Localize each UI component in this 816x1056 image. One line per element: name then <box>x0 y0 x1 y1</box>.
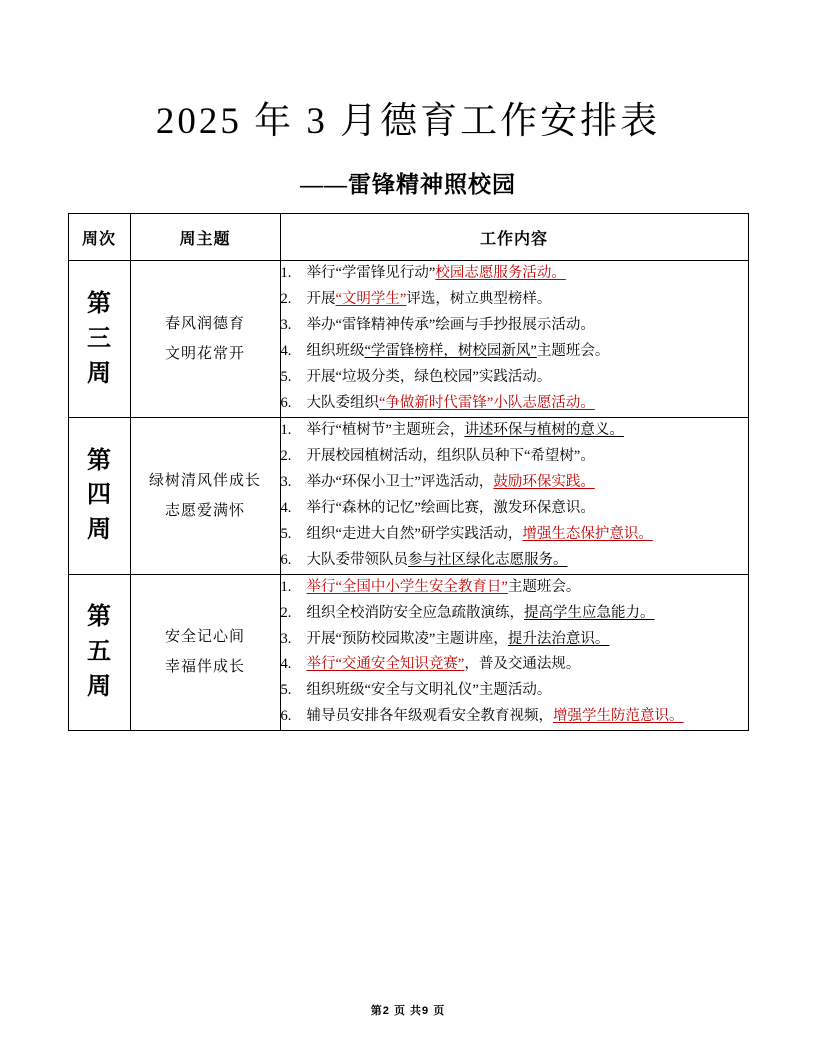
text-segment: 举行“森林的记忆”绘画比赛，激发环保意识。 <box>306 499 595 516</box>
list-item <box>281 287 748 312</box>
list-item <box>281 261 748 286</box>
text-segment: 辅导员安排各年级观看安全教育视频， <box>306 708 553 725</box>
text-segment: 鼓励环保实践。 <box>493 473 595 490</box>
column-header-week: 周次 <box>68 214 130 261</box>
table-row <box>68 261 748 418</box>
list-item <box>281 444 748 469</box>
list-item-number: 5. <box>280 525 292 542</box>
text-segment: “争做新时代雷锋”小队志愿活动。 <box>379 395 595 412</box>
week-theme: 绿树清风伴成长 志愿爱满怀 <box>130 418 280 575</box>
text-segment: 大队委组织 <box>306 395 379 412</box>
list-item <box>281 339 748 364</box>
list-item <box>281 522 748 547</box>
column-header-theme: 周主题 <box>130 214 280 261</box>
text-segment: 增强生态保护意识。 <box>522 525 653 542</box>
text-segment: 组织“走进大自然”研学实践活动， <box>306 525 523 542</box>
work-content <box>280 418 748 575</box>
list-item-number: 6. <box>280 708 292 725</box>
text-segment: 举行“交通安全知识竞赛” <box>306 656 465 673</box>
text-segment: 评选，树立典型榜样。 <box>406 291 552 308</box>
table-header-row <box>68 214 748 261</box>
list-item <box>281 575 748 600</box>
text-segment: 举行“植树节”主题班会， <box>306 422 465 439</box>
list-item-number: 3. <box>280 473 292 490</box>
text-segment: 组织班级 <box>306 343 365 360</box>
table-row <box>68 574 748 731</box>
list-item <box>281 470 748 495</box>
list-item-number: 2. <box>280 604 292 621</box>
list-item-number: 3. <box>280 630 292 647</box>
text-segment: 开展 <box>306 291 336 308</box>
list-item-number: 1. <box>280 265 292 282</box>
text-segment: 举办“雷锋精神传承”绘画与手抄报展示活动。 <box>306 317 595 334</box>
list-item <box>281 365 748 390</box>
text-segment: 举行“学雷锋见行动” <box>306 265 436 282</box>
list-item-number: 1. <box>280 578 292 595</box>
text-segment: 提高学生应急能力。 <box>524 604 655 621</box>
list-item <box>281 548 748 573</box>
text-segment: 开展“垃圾分类，绿色校园”实践活动。 <box>306 369 552 386</box>
list-item-number: 3. <box>280 317 292 334</box>
text-segment: 主题班会。 <box>536 343 610 360</box>
list-item-number: 2. <box>280 291 292 308</box>
list-item-number: 5. <box>280 682 292 699</box>
list-item <box>281 704 748 729</box>
list-item-number: 5. <box>280 369 292 386</box>
table-row <box>68 418 748 575</box>
work-content <box>280 261 748 418</box>
text-segment: “学雷锋榜样，树校园新风” <box>364 343 537 360</box>
list-item-number: 4. <box>280 343 292 360</box>
text-segment: 组织班级“安全与文明礼仪”主题活动。 <box>306 682 552 699</box>
list-item <box>281 678 748 703</box>
list-item-number: 4. <box>280 656 292 673</box>
list-item <box>281 496 748 521</box>
week-theme: 春风润德育 文明花常开 <box>130 261 280 418</box>
text-segment: 举行“全国中小学生安全教育日” <box>306 578 508 595</box>
list-item-number: 6. <box>280 551 292 568</box>
list-item <box>281 601 748 626</box>
text-segment: 提升法治意识。 <box>507 630 610 647</box>
work-content <box>280 574 748 731</box>
list-item-number: 1. <box>280 422 292 439</box>
list-item <box>281 652 748 677</box>
text-segment: 增强学生防范意识。 <box>553 708 684 725</box>
text-segment: 大队委带领队员 <box>306 551 408 568</box>
week-label: 第 五 周 <box>68 574 130 731</box>
list-item-number: 4. <box>280 499 292 516</box>
page-footer: 第2 页 共9 页 <box>370 1005 446 1017</box>
text-segment: 开展校园植树活动，组织队员种下“希望树”。 <box>306 447 595 464</box>
text-segment: 校园志愿服务活动。 <box>435 265 566 282</box>
column-header-content: 工作内容 <box>280 214 748 261</box>
list-item <box>281 391 748 416</box>
list-item <box>281 313 748 338</box>
text-segment: 举办“环保小卫士”评选活动， <box>306 473 494 490</box>
schedule-table <box>68 213 749 731</box>
list-item <box>281 418 748 443</box>
list-item <box>281 627 748 652</box>
text-segment: ，普及交通法规。 <box>464 656 581 673</box>
page-subtitle: ——雷锋精神照校园 <box>300 172 516 198</box>
list-item-number: 2. <box>280 447 292 464</box>
text-segment: 主题班会。 <box>507 578 581 595</box>
text-segment: 组织全校消防安全应急疏散演练， <box>306 604 524 621</box>
week-label: 第 四 周 <box>68 418 130 575</box>
text-segment: 开展“预防校园欺凌”主题讲座， <box>306 630 508 647</box>
week-theme: 安全记心间 幸福伴成长 <box>130 574 280 731</box>
page-title: 2025 年 3 月德育工作安排表 <box>155 101 661 142</box>
text-segment: “文明学生” <box>335 291 407 308</box>
text-segment: 参与社区绿化志愿服务。 <box>408 551 568 568</box>
week-label: 第 三 周 <box>68 261 130 418</box>
list-item-number: 6. <box>280 395 292 412</box>
text-segment: 讲述环保与植树的意义。 <box>464 422 624 439</box>
